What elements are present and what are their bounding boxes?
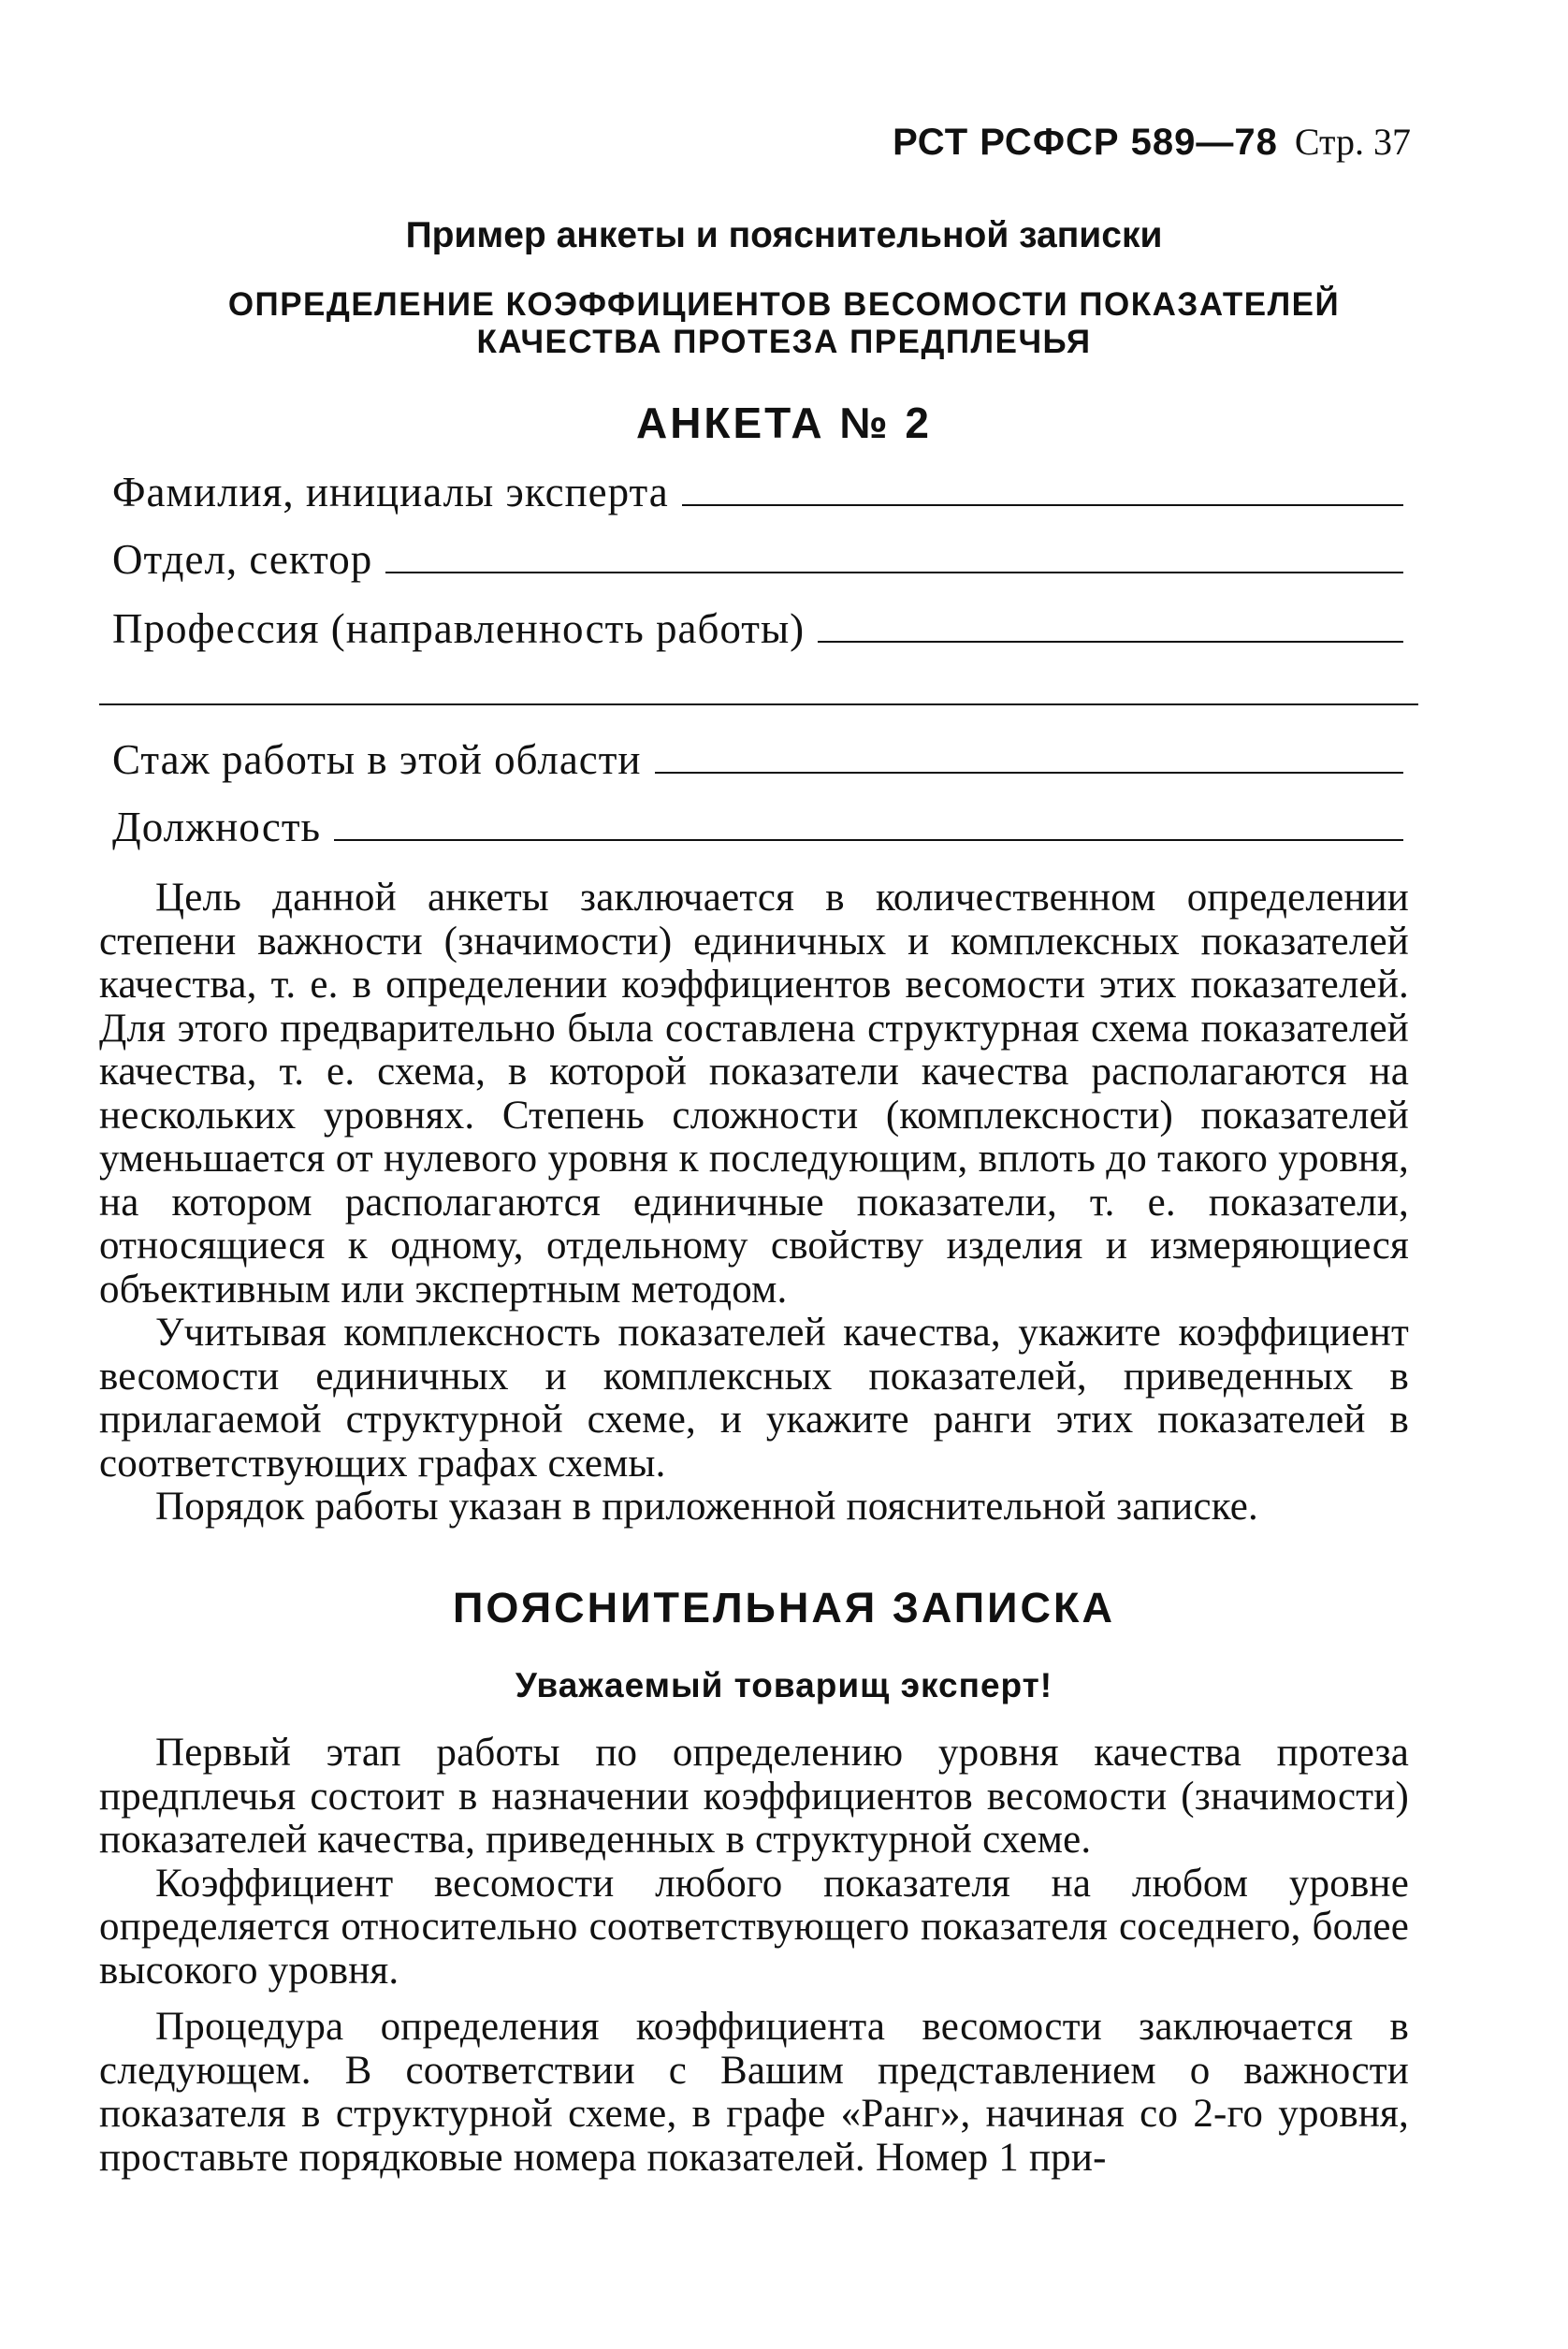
paragraph: Процедура определения коэффициента весомости заключается в следующем. В соответствии с Вашим представлением о важности показателя в структурной схеме, в графе «Ранг», начиная со 2-го уровня, проставьте порядковые номера показателей. Номер 1 при- bbox=[99, 2005, 1409, 2180]
salutation: Уважаемый товарищ эксперт! bbox=[515, 1666, 1053, 1704]
questionnaire-title: АНКЕТА № 2 bbox=[635, 399, 933, 447]
paragraph: Коэффициент весомости любого показателя на любом уровне определяется относительно соответствующего показателя соседнего, более высокого уровня. bbox=[99, 1861, 1409, 1993]
form-field-label: Отдел, сектор bbox=[112, 536, 373, 583]
form-extra-blank-line bbox=[99, 703, 1418, 705]
main-title bbox=[0, 286, 1568, 361]
form-field-label: Фамилия, инициалы эксперта bbox=[112, 469, 669, 515]
form-field-blank-line bbox=[682, 502, 1403, 506]
explanatory-note-title: ПОЯСНИТЕЛЬНАЯ ЗАПИСКА bbox=[453, 1584, 1115, 1631]
page-number: Стр. 37 bbox=[1294, 121, 1411, 163]
main-title-line-2: КАЧЕСТВА ПРОТЕЗА ПРЕДПЛЕЧЬЯ bbox=[476, 324, 1092, 360]
form-field-department bbox=[112, 535, 1403, 584]
paragraph: Цель данной анкеты заключается в количественном определении степени важности (значимости) единичных и комплексных показателей качества, т. е. в определении коэффициентов весомости этих показателей. Для этого предварительно была составлена структурная схема показателей качества, т. е. схема, в которой показатели качества располагаются на нескольких уровнях. Степень сложности (комплексности) показателей уменьшается от нулевого уровня к последующим, вплоть до такого уровня, на котором располагаются единичные показатели, т. е. показатели, относящиеся к одному, отдельному свойству изделия и измеряющиеся объективным или экспертным методом. bbox=[99, 876, 1409, 1312]
paragraph: Учитывая комплексность показателей качества, укажите коэффициент весомости единичных и комплексных показателей, приведенных в прилагаемой структурной схеме, и укажите ранги этих показателей в соответствующих графах схемы. bbox=[99, 1311, 1409, 1486]
form-field-label: Должность bbox=[112, 804, 322, 850]
form-field-position bbox=[112, 803, 1403, 851]
standard-number: РСТ РСФСР 589—78 bbox=[893, 122, 1278, 163]
form-field-expert-name bbox=[112, 468, 1403, 516]
form-field-blank-line bbox=[818, 639, 1403, 643]
questionnaire-text bbox=[99, 877, 1409, 1530]
running-header bbox=[893, 120, 1411, 164]
paragraph: Порядок работы указан в приложенной пояснительной записке. bbox=[155, 1485, 1258, 1529]
form-field-label: Профессия (направленность работы) bbox=[112, 605, 806, 652]
form-field-blank-line bbox=[385, 570, 1403, 573]
form-field-label: Стаж работы в этой области bbox=[112, 736, 642, 783]
form-field-profession bbox=[112, 604, 1403, 653]
explanatory-note-text bbox=[99, 1732, 1409, 2180]
form-field-experience bbox=[112, 735, 1403, 784]
form-field-blank-line bbox=[334, 837, 1403, 841]
example-title: Пример анкеты и пояснительной записки bbox=[405, 215, 1163, 255]
form-field-blank-line bbox=[655, 770, 1403, 774]
paragraph: Первый этап работы по определению уровня качества протеза предплечья состоит в назначении коэффициентов весомости (значимости) показателей качества, приведенных в структурной схеме. bbox=[99, 1731, 1409, 1862]
main-title-line-1: ОПРЕДЕЛЕНИЕ КОЭФФИЦИЕНТОВ ВЕСОМОСТИ ПОКАЗАТЕЛЕЙ bbox=[227, 286, 1341, 323]
